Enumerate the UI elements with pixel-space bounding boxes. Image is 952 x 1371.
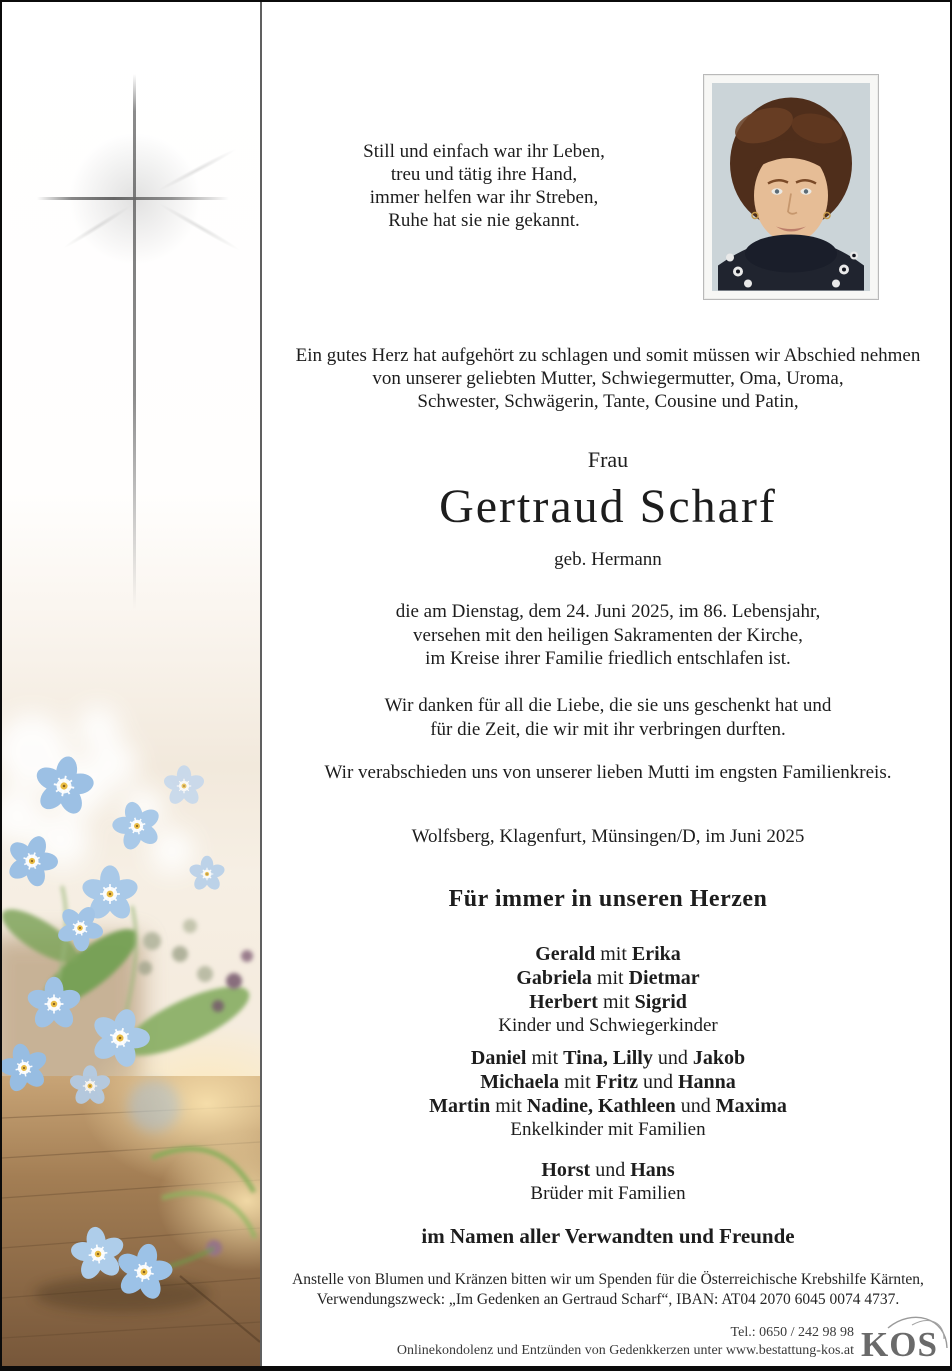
footer-online-condolence: Onlinekondolenz und Entzünden von Gedenkkerzen unter www.bestattung-kos.at <box>396 1343 854 1358</box>
logo-text: KOS <box>861 1325 938 1364</box>
funeral-home-contact <box>264 1324 854 1360</box>
children-group <box>264 942 952 1037</box>
closing-line: im Namen aller Verwandten und Freunde <box>421 1224 795 1248</box>
death-notice: die am Dienstag, dem 24. Juni 2025, im 86. Lebensjahr, versehen mit den heiligen Sakramenten der Kirche, im Kreise ihrer Familie friedlich entschlafen ist. <box>395 601 821 669</box>
gratitude-paragraph: Wir danken für all die Liebe, die sie uns geschenkt hat und für die Zeit, die wir mit ihr verbringen durften. <box>384 695 832 740</box>
grandchildren-caption: Enkelkinder mit Familien <box>510 1119 706 1140</box>
brothers-group <box>264 1158 952 1205</box>
children-caption: Kinder und Schwiegerkinder <box>498 1015 718 1036</box>
brothers-caption: Brüder mit Familien <box>530 1183 686 1204</box>
forget-me-not-artwork <box>2 636 260 1366</box>
portrait-illustration <box>712 83 870 291</box>
cross-icon <box>133 74 136 609</box>
dateline: Wolfsberg, Klagenfurt, Münsingen/D, im Juni 2025 <box>411 826 805 847</box>
opening-poem: Still und einfach war ihr Leben, treu und tätig ihre Hand, immer helfen war ihr Streben, Ruhe hat sie nie gekannt. <box>363 141 605 231</box>
brothers-names: Horst und Hans <box>541 1159 675 1181</box>
children-names: Gerald mit Erika Gabriela mit Dietmar Herbert mit Sigrid <box>516 943 700 1013</box>
funeral-home-logo <box>860 1312 950 1369</box>
donation-note: Anstelle von Blumen und Kränzen bitten wir um Spenden für die Österreichische Krebshilfe Kärnten, Verwendungszweck: „Im Gedenken an Gertraud Scharf“, IBAN: AT04 2070 6045 0074 4737. <box>292 1271 924 1308</box>
left-artwork-panel <box>2 2 262 1366</box>
maiden-name: geb. Hermann <box>554 549 662 570</box>
salutation: Frau <box>587 447 629 472</box>
farewell-line: Wir verabschieden uns von unserer lieben Mutti im engsten Familienkreis. <box>324 762 892 783</box>
deceased-name: Gertraud Scharf <box>439 480 777 533</box>
grandchildren-group <box>264 1046 952 1141</box>
intro-paragraph: Ein gutes Herz hat aufgehört zu schlagen und somit müssen wir Abschied nehmen von unserer geliebten Mutter, Schwiegermutter, Oma, Uroma, Schwester, Schwägerin, Tante, Cousine und Patin, <box>295 345 921 412</box>
portrait-photo <box>712 83 870 291</box>
memorial-heading: Für immer in unseren Herzen <box>448 886 768 912</box>
portrait-photo-frame <box>703 74 879 300</box>
cross-icon <box>37 197 229 200</box>
grandchildren-names: Daniel mit Tina, Lilly und Jakob Michaela mit Fritz und Hanna Martin mit Nadine, Kathleen und Maxima <box>429 1047 787 1117</box>
footer-phone: Tel.: 0650 / 242 98 98 <box>730 1325 854 1340</box>
